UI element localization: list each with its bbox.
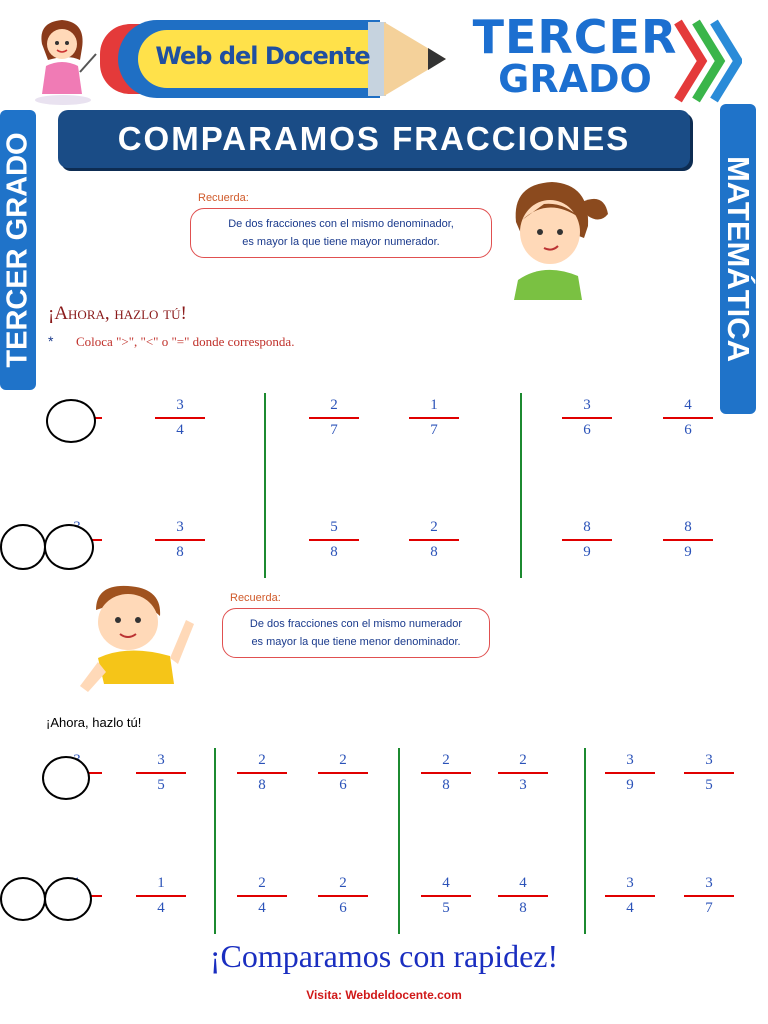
- fraction-bar: [562, 417, 612, 419]
- page-title: COMPARAMOS FRACCIONES: [58, 110, 690, 168]
- numerator: 3: [705, 875, 713, 891]
- fraction-bar: [409, 539, 459, 541]
- fraction: [409, 519, 459, 560]
- fraction-bar: [237, 772, 287, 774]
- fraction: [605, 875, 655, 916]
- fraction-bar: [237, 895, 287, 897]
- numerator: 3: [176, 519, 184, 535]
- denominator: 4: [176, 422, 184, 438]
- denominator: 6: [339, 900, 347, 916]
- numerator: 2: [430, 519, 438, 535]
- denominator: 7: [430, 422, 438, 438]
- fraction: [663, 397, 713, 438]
- side-label-grade-text: TERCER GRADO: [1, 132, 34, 368]
- denominator: 6: [583, 422, 591, 438]
- numerator: 1: [430, 397, 438, 413]
- rule-2-line-2: es mayor la que tiene menor denominador.: [251, 636, 461, 648]
- fraction: [318, 752, 368, 793]
- numerator: 3: [626, 875, 634, 891]
- fraction-bar: [155, 539, 205, 541]
- denominator: 6: [684, 422, 692, 438]
- numerator: 4: [442, 875, 450, 891]
- fraction: [562, 397, 612, 438]
- rule-bubble-2: [222, 608, 490, 658]
- boy-cartoon-icon: [74, 580, 210, 696]
- visit-link[interactable]: Visita: Webdeldocente.com: [306, 988, 462, 1002]
- denominator: 8: [442, 777, 450, 793]
- teacher-cartoon-icon: [28, 14, 98, 106]
- fraction-bar: [605, 895, 655, 897]
- numerator: 2: [339, 752, 347, 768]
- activity-heading-2: ¡Ahora, hazlo tú!: [46, 715, 142, 730]
- fraction-bar: [155, 417, 205, 419]
- side-label-subject-text: MATEMÁTICA: [721, 155, 756, 363]
- column-divider: [398, 748, 400, 934]
- denominator: 7: [705, 900, 713, 916]
- slogan: ¡Comparamos con rapidez!: [209, 938, 559, 974]
- activity-heading-1: ¡Ahora, hazlo tú!: [48, 303, 187, 324]
- numerator: 3: [626, 752, 634, 768]
- fraction-bar: [318, 895, 368, 897]
- denominator: 4: [626, 900, 634, 916]
- fraction: [237, 875, 287, 916]
- rule-bubble-1: [190, 208, 492, 258]
- fraction-bar: [136, 895, 186, 897]
- numerator: 2: [442, 752, 450, 768]
- fraction: [663, 519, 713, 560]
- denominator: 3: [519, 777, 527, 793]
- answer-circle[interactable]: [44, 524, 94, 570]
- rule-1-line-1: De dos fracciones con el mismo denominador,: [228, 218, 454, 230]
- fraction: [309, 519, 359, 560]
- fraction: [605, 752, 655, 793]
- fraction: [409, 397, 459, 438]
- numerator: 2: [258, 752, 266, 768]
- fraction: [684, 752, 734, 793]
- fraction-bar: [663, 539, 713, 541]
- fraction-bar: [498, 895, 548, 897]
- fraction-bar: [309, 417, 359, 419]
- fraction-bar: [136, 772, 186, 774]
- denominator: 5: [157, 777, 165, 793]
- pencil-tip-icon: [384, 22, 446, 96]
- denominator: 4: [157, 900, 165, 916]
- denominator: 9: [583, 544, 591, 560]
- fraction: [136, 875, 186, 916]
- fraction: [309, 397, 359, 438]
- numerator: 1: [157, 875, 165, 891]
- denominator: 8: [176, 544, 184, 560]
- side-label-subject: [720, 104, 756, 414]
- fraction: [684, 875, 734, 916]
- fraction: [136, 752, 186, 793]
- denominator: 4: [258, 900, 266, 916]
- fraction-bar: [605, 772, 655, 774]
- fraction-bar: [318, 772, 368, 774]
- denominator: 8: [330, 544, 338, 560]
- answer-circle[interactable]: [44, 877, 92, 921]
- fraction-bar: [684, 895, 734, 897]
- grade-title: [450, 10, 700, 101]
- fraction: [421, 752, 471, 793]
- denominator: 9: [626, 777, 634, 793]
- numerator: 3: [157, 752, 165, 768]
- answer-circle[interactable]: [42, 756, 90, 800]
- grade-title-line1: TERCER: [472, 10, 678, 64]
- column-divider: [520, 393, 522, 578]
- fraction-bar: [409, 417, 459, 419]
- rule-2-line-1: De dos fracciones con el mismo numerador: [249, 618, 463, 630]
- side-label-grade: [0, 110, 36, 390]
- numerator: 3: [705, 752, 713, 768]
- denominator: 9: [684, 544, 692, 560]
- numerator: 8: [583, 519, 591, 535]
- grade-title-line2: GRADO: [498, 57, 652, 101]
- numerator: 5: [330, 519, 338, 535]
- denominator: 8: [258, 777, 266, 793]
- answer-circle[interactable]: [0, 877, 46, 921]
- fraction-bar: [498, 772, 548, 774]
- denominator: 7: [330, 422, 338, 438]
- denominator: 5: [442, 900, 450, 916]
- fraction-bar: [421, 772, 471, 774]
- fraction: [498, 875, 548, 916]
- rule-1-line-2: es mayor la que tiene mayor numerador.: [242, 236, 440, 248]
- numerator: 2: [258, 875, 266, 891]
- denominator: 8: [430, 544, 438, 560]
- numerator: 8: [684, 519, 692, 535]
- numerator: 2: [519, 752, 527, 768]
- column-divider: [264, 393, 266, 578]
- fraction-bar: [684, 772, 734, 774]
- column-divider: [584, 748, 586, 934]
- numerator: 4: [684, 397, 692, 413]
- bullet: *: [48, 333, 54, 349]
- fraction: [498, 752, 548, 793]
- column-divider: [214, 748, 216, 934]
- girl-cartoon-icon: [504, 172, 610, 300]
- instruction: Coloca ">", "<" o "=" donde corresponda.: [76, 334, 295, 349]
- fraction: [155, 519, 205, 560]
- recuerda-label-2: Recuerda:: [230, 592, 281, 604]
- numerator: 2: [339, 875, 347, 891]
- fraction-bar: [663, 417, 713, 419]
- numerator: 2: [330, 397, 338, 413]
- fraction-bar: [562, 539, 612, 541]
- fraction: [562, 519, 612, 560]
- fraction: [318, 875, 368, 916]
- fraction: [421, 875, 471, 916]
- denominator: 5: [705, 777, 713, 793]
- site-name: Web del Docente: [155, 42, 370, 70]
- answer-circle[interactable]: [46, 399, 96, 443]
- fraction-bar: [421, 895, 471, 897]
- answer-circle[interactable]: [0, 524, 46, 570]
- denominator: 6: [339, 777, 347, 793]
- numerator: 4: [519, 875, 527, 891]
- arrows-icon: [672, 18, 742, 104]
- numerator: 3: [176, 397, 184, 413]
- numerator: 3: [583, 397, 591, 413]
- recuerda-label-1: Recuerda:: [198, 192, 249, 204]
- fraction: [237, 752, 287, 793]
- fraction-bar: [309, 539, 359, 541]
- fraction: [155, 397, 205, 438]
- denominator: 8: [519, 900, 527, 916]
